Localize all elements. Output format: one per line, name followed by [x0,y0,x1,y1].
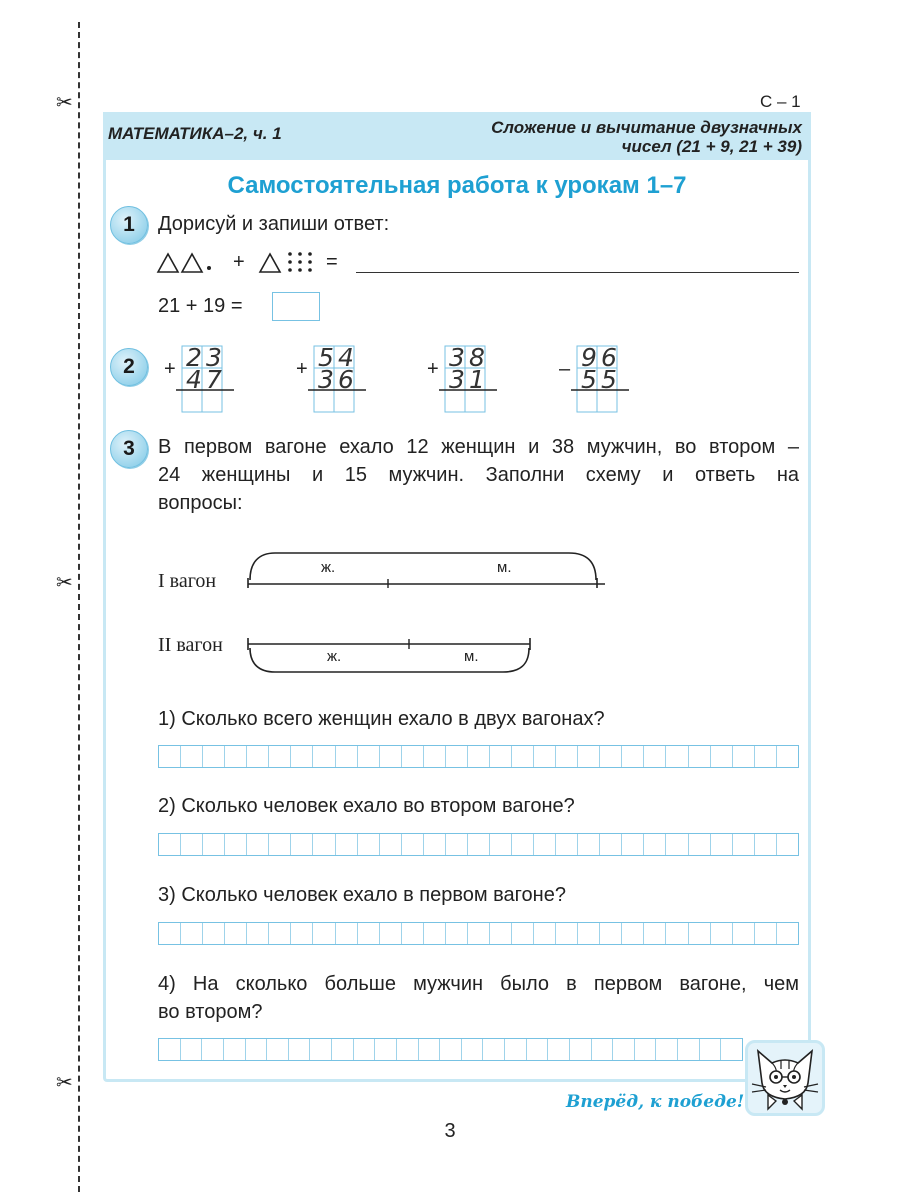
grid-cell[interactable] [446,746,468,767]
question-2: 2) Сколько человек ехало во втором вагоне? [158,795,575,817]
top-digit: 3 [206,343,222,372]
grid-cell[interactable] [247,746,269,767]
grid-cell[interactable] [592,1039,614,1060]
grid-cell[interactable] [225,834,247,855]
grid-cell[interactable] [291,923,313,944]
task3-text-line: вопросы: [158,492,243,514]
scissors-icon: ✂ [56,570,73,594]
dots-grid-icon [288,252,312,272]
task-number-1: 1 [110,206,148,244]
plus-sign: + [233,251,245,273]
grid-cell[interactable] [358,834,380,855]
grid-cell[interactable] [269,923,291,944]
grid-cell[interactable] [181,923,203,944]
grid-cell[interactable] [578,923,600,944]
task3-text-line: 24 женщины и 15 мужчин. Заполни схему и ответь на [158,464,799,486]
wagon-2-label: II вагон [158,634,223,656]
grid-cell[interactable] [424,923,446,944]
scissors-icon: ✂ [56,90,73,114]
grid-cell[interactable] [644,923,666,944]
grid-cell[interactable] [424,746,446,767]
grid-cell[interactable] [578,746,600,767]
grid-cell[interactable] [483,1039,505,1060]
bottom-digit: 5 [581,365,597,394]
grid-cell[interactable] [446,923,468,944]
grid-cell[interactable] [380,746,402,767]
grid-cell[interactable] [291,834,313,855]
grid-cell[interactable] [358,746,380,767]
answer-grid[interactable] [158,1038,743,1061]
grid-cell[interactable] [440,1039,462,1060]
grid-cell[interactable] [534,834,556,855]
grid-cell[interactable] [289,1039,311,1060]
task-number-3: 3 [110,430,148,468]
grid-cell[interactable] [269,834,291,855]
grid-cell[interactable] [534,923,556,944]
grid-cell[interactable] [534,746,556,767]
bottom-digit: 5 [601,365,617,394]
grid-cell[interactable] [613,1039,635,1060]
task-number-2: 2 [110,348,148,386]
grid-cell[interactable] [548,1039,570,1060]
top-digit: 6 [601,343,617,372]
top-digit: 3 [449,343,465,372]
operator-sign: + [296,358,308,380]
equals-sign: = [326,251,338,273]
grid-cell[interactable] [755,746,777,767]
men-label: м. [497,559,512,576]
column-example [557,344,637,421]
grid-cell[interactable] [733,834,755,855]
grid-cell[interactable] [424,834,446,855]
grid-cell[interactable] [203,746,225,767]
grid-cell[interactable] [622,923,644,944]
grid-cell[interactable] [159,1039,181,1060]
grid-cell[interactable] [332,1039,354,1060]
column-example [162,344,242,421]
answer-line[interactable] [356,272,799,273]
grid-cell[interactable] [666,746,688,767]
answer-grid[interactable] [158,745,799,768]
men-label: м. [464,648,479,665]
bottom-digit: 4 [186,365,202,394]
operator-sign: + [164,358,176,380]
grid-cell[interactable] [527,1039,549,1060]
grid-cell[interactable] [700,1039,722,1060]
grid-cell[interactable] [202,1039,224,1060]
grid-cell[interactable] [159,923,181,944]
grid-cell[interactable] [689,746,711,767]
grid-cell[interactable] [512,746,534,767]
question-4-continued: во втором? [158,1001,263,1023]
grid-cell[interactable] [490,834,512,855]
answer-grid[interactable] [158,833,799,856]
grid-cell[interactable] [225,746,247,767]
grid-cell[interactable] [181,834,203,855]
motto: Вперёд, к победе! [566,1092,745,1112]
grid-cell[interactable] [777,834,798,855]
top-digit: 8 [469,343,485,372]
grid-cell[interactable] [203,834,225,855]
grid-cell[interactable] [711,834,733,855]
grid-cell[interactable] [402,923,424,944]
grid-cell[interactable] [267,1039,289,1060]
grid-cell[interactable] [247,923,269,944]
work-title: Самостоятельная работа к урокам 1–7 [227,172,687,199]
wagon-1-scheme [245,548,605,588]
topic-title [362,118,802,156]
grid-cell[interactable] [402,834,424,855]
grid-cell[interactable] [578,834,600,855]
bottom-digit: 7 [206,365,222,394]
grid-cell[interactable] [159,746,181,767]
grid-cell[interactable] [755,834,777,855]
answer-grid[interactable] [158,922,799,945]
book-title: МАТЕМАТИКА–2, ч. 1 [108,124,282,143]
dot-icon [207,266,211,270]
top-digit: 2 [186,343,202,372]
grid-cell[interactable] [689,923,711,944]
grid-cell[interactable] [336,746,358,767]
page-number: 3 [444,1120,456,1142]
bottom-digit: 3 [318,365,334,394]
worksheet-code: С – 1 [760,92,801,111]
question-1: 1) Сколько всего женщин ехало в двух вагонах? [158,708,605,730]
triangle-icon [158,254,178,272]
grid-cell[interactable] [310,1039,332,1060]
cut-line [78,22,80,1192]
bottom-digit: 3 [449,365,465,394]
grid-cell[interactable] [512,923,534,944]
grid-cell[interactable] [711,923,733,944]
grid-cell[interactable] [644,746,666,767]
grid-cell[interactable] [490,923,512,944]
grid-cell[interactable] [313,746,335,767]
grid-cell[interactable] [556,923,578,944]
grid-cell[interactable] [225,923,247,944]
grid-cell[interactable] [512,834,534,855]
grid-cell[interactable] [181,746,203,767]
task1-instruction: Дорисуй и запиши ответ: [158,213,390,235]
grid-cell[interactable] [269,746,291,767]
grid-cell[interactable] [755,923,777,944]
grid-cell[interactable] [733,923,755,944]
grid-cell[interactable] [600,834,622,855]
grid-cell[interactable] [313,834,335,855]
grid-cell[interactable] [246,1039,268,1060]
grid-cell[interactable] [570,1039,592,1060]
column-example [294,344,374,421]
grid-cell[interactable] [556,834,578,855]
grid-cell[interactable] [721,1039,742,1060]
grid-cell[interactable] [380,834,402,855]
grid-cell[interactable] [380,923,402,944]
grid-cell[interactable] [402,746,424,767]
wagon-2-scheme [245,636,535,676]
grid-cell[interactable] [656,1039,678,1060]
grid-cell[interactable] [203,923,225,944]
grid-cell[interactable] [224,1039,246,1060]
bottom-digit: 6 [338,365,354,394]
grid-cell[interactable] [666,834,688,855]
grid-cell[interactable] [336,923,358,944]
grid-cell[interactable] [644,834,666,855]
scissors-icon: ✂ [56,1070,73,1094]
grid-cell[interactable] [490,746,512,767]
top-digit: 9 [581,343,597,372]
grid-cell[interactable] [635,1039,657,1060]
grid-cell[interactable] [358,923,380,944]
grid-cell[interactable] [462,1039,484,1060]
grid-cell[interactable] [468,746,490,767]
column-example [425,344,505,421]
grid-cell[interactable] [291,746,313,767]
topic-line: чисел (21 + 9, 21 + 39) [621,137,802,156]
grid-cell[interactable] [689,834,711,855]
wagon-1-label: I вагон [158,570,217,592]
women-label: ж. [327,648,342,665]
grid-cell[interactable] [313,923,335,944]
women-label: ж. [321,559,336,576]
topic-line: Сложение и вычитание двузначных [491,118,802,137]
grid-cell[interactable] [600,746,622,767]
grid-cell[interactable] [247,834,269,855]
grid-cell[interactable] [711,746,733,767]
bottom-digit: 1 [469,365,485,394]
grid-cell[interactable] [777,923,798,944]
grid-cell[interactable] [397,1039,419,1060]
grid-cell[interactable] [419,1039,441,1060]
question-4: 4) На сколько больше мужчин было в первом вагоне, чем [158,973,799,995]
grid-cell[interactable] [354,1039,376,1060]
grid-cell[interactable] [446,834,468,855]
grid-cell[interactable] [375,1039,397,1060]
grid-cell[interactable] [468,923,490,944]
grid-cell[interactable] [181,1039,203,1060]
grid-cell[interactable] [777,746,798,767]
cat-mascot-icon [745,1040,825,1116]
operator-sign: + [427,358,439,380]
grid-cell[interactable] [159,834,181,855]
grid-cell[interactable] [336,834,358,855]
grid-cell[interactable] [468,834,490,855]
grid-cell[interactable] [505,1039,527,1060]
grid-cell[interactable] [666,923,688,944]
triangle-icon [260,254,280,272]
grid-cell[interactable] [556,746,578,767]
grid-cell[interactable] [733,746,755,767]
grid-cell[interactable] [622,834,644,855]
top-digit: 4 [338,343,354,372]
top-digit: 5 [318,343,334,372]
grid-cell[interactable] [678,1039,700,1060]
task3-text-line: В первом вагоне ехало 12 женщин и 38 мужчин, во втором – [158,436,799,458]
grid-cell[interactable] [622,746,644,767]
operator-sign: – [559,358,571,380]
triangle-icon [182,254,202,272]
answer-box[interactable] [272,292,320,321]
task1-expression: 21 + 19 = [158,295,243,317]
grid-cell[interactable] [600,923,622,944]
question-3: 3) Сколько человек ехало в первом вагоне? [158,884,566,906]
